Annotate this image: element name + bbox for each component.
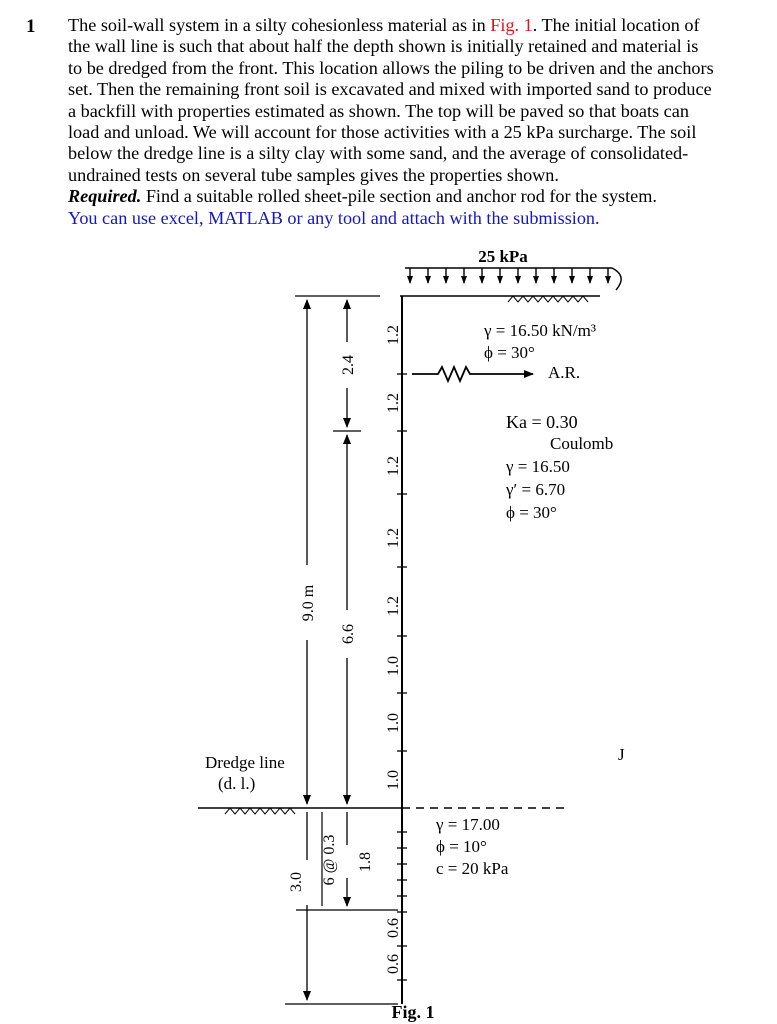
coulomb-label: Coulomb [550, 434, 614, 453]
stray-mark: J [618, 745, 625, 764]
problem-line-3: to be dredged from the front. This location allows the piling to be driven and the anchors [68, 57, 714, 78]
required-text: Find a suitable rolled sheet-pile section and anchor rod for the system. [141, 186, 657, 207]
problem-line-7: below the dredge line is a silty clay with some sand, and the average of consolidated- [68, 143, 689, 164]
top-gamma: γ = 16.50 kN/m³ [484, 321, 596, 340]
problem-line-8: undrained tests on several tube samples gives the properties shown. [68, 164, 559, 185]
dim-embed-label: 3.0 [288, 872, 305, 892]
figure-caption: Fig. 1 [391, 1002, 435, 1022]
problem-line-1-post: . The initial location of [532, 15, 700, 35]
segment-label-1: 1.2 [385, 325, 402, 345]
dim-anchor-label: 2.4 [340, 355, 357, 375]
segment-label-2: 1.2 [385, 393, 402, 413]
dim-below-anchor-label: 6.6 [340, 624, 357, 644]
bottom-gamma: γ = 17.00 [436, 815, 500, 834]
segment-label-9: 0.6 [385, 954, 402, 974]
problem-line-5: a backfill with properties estimated as shown. The top will be paved so that boats can [68, 100, 689, 121]
mid-gamma-prime: γ′ = 6.70 [506, 480, 566, 499]
segment-label-3: 1.2 [385, 456, 402, 476]
segment-label-8: 1.0 [385, 770, 402, 790]
ka-value: Ka = 0.30 [506, 412, 578, 432]
dim-1-8-label: 1.8 [357, 852, 374, 872]
dim-total-label: 9.0 m [300, 584, 317, 622]
segment-label-10: 0.6 [385, 918, 402, 938]
segment-label-5: 1.2 [385, 596, 402, 616]
six-segments-label: 6 @ 0.3 [321, 834, 338, 886]
anchor-rod-label: A.R. [548, 363, 581, 382]
segment-label-4: 1.2 [385, 528, 402, 548]
bottom-c: c = 20 kPa [436, 859, 509, 878]
surcharge-load-arrows [405, 268, 621, 290]
problem-line-1-pre: The soil-wall system in a silty cohesionless material as in [68, 15, 491, 35]
figure-reference: Fig. 1 [490, 15, 533, 35]
submission-note: You can use excel, MATLAB or any tool and attach with the submission. [68, 207, 600, 228]
surcharge-label: 25 kPa [478, 247, 528, 266]
problem-line-4: set. Then the remaining front soil is excavated and mixed with imported sand to produce [68, 79, 712, 100]
top-phi: ϕ = 30° [484, 343, 535, 362]
ground-hatch [508, 296, 588, 302]
mid-phi: ϕ = 30° [506, 503, 557, 522]
mid-gamma: γ = 16.50 [506, 457, 570, 476]
problem-line-2: the wall line is such that about half the depth shown is initially retained and material is [68, 36, 699, 57]
segment-label-6: 1.0 [385, 656, 402, 676]
dredge-line-label: Dredge line [205, 753, 285, 772]
required-label: Required. [68, 186, 142, 207]
question-number: 1 [26, 16, 36, 37]
problem-line-6: load and unload. We will account for those activities with a 25 kPa surcharge. The soil [68, 121, 697, 142]
dredge-hatch [225, 808, 295, 814]
bottom-phi: ϕ = 10° [436, 837, 487, 856]
segment-label-7: 1.0 [385, 713, 402, 733]
anchor-rod-spring [412, 367, 533, 381]
dredge-line-abbr: (d. l.) [218, 774, 256, 793]
